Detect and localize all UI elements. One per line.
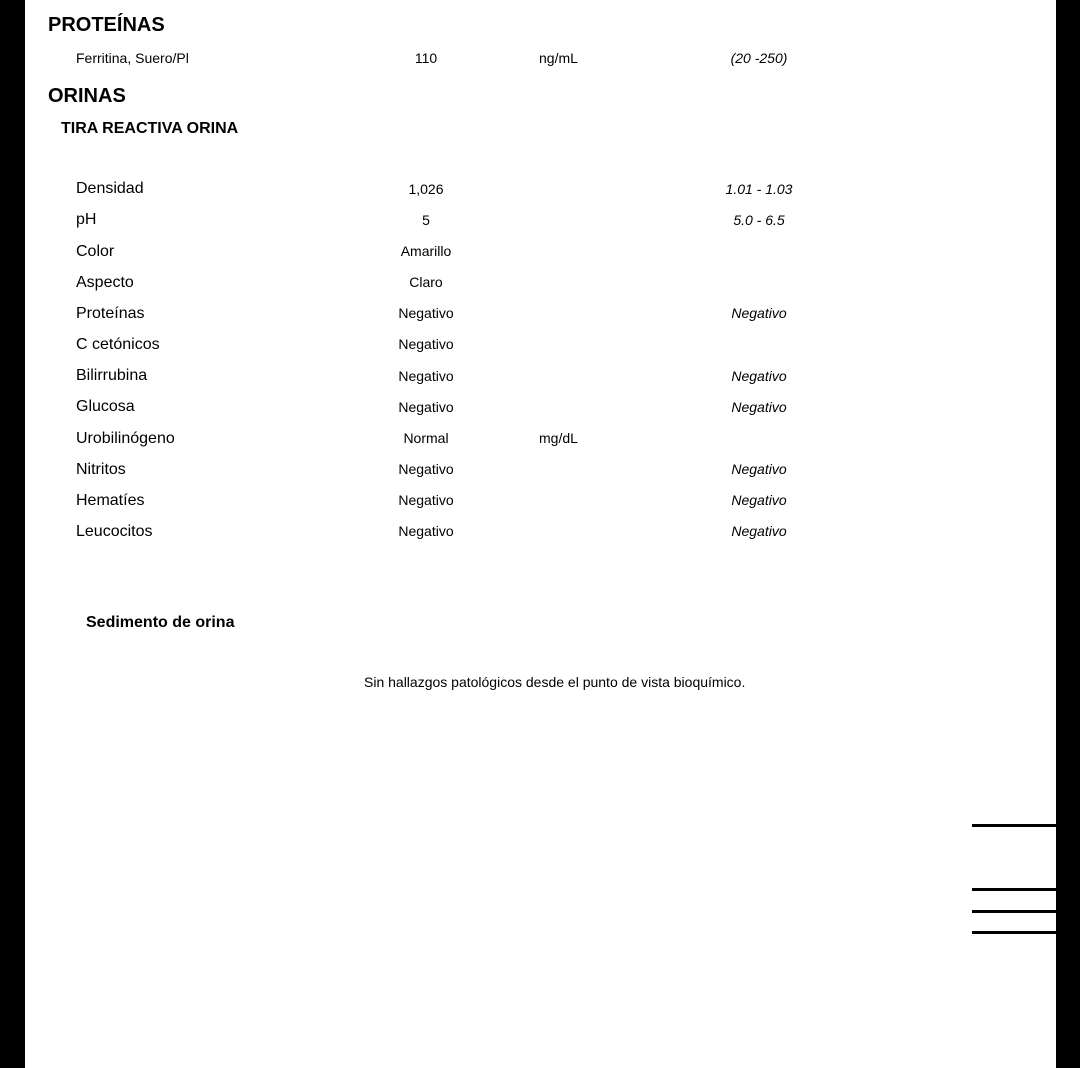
section-title-orinas: ORINAS bbox=[48, 85, 126, 107]
margin-rule bbox=[972, 931, 1056, 934]
margin-rule bbox=[972, 824, 1056, 827]
row-name: Urobilinógeno bbox=[76, 430, 175, 447]
row-value: 5 bbox=[422, 212, 430, 228]
row-value: Negativo bbox=[398, 492, 454, 508]
margin-rule bbox=[972, 888, 1056, 891]
row-ref: Negativo bbox=[731, 368, 787, 384]
subsection-title-tira: TIRA REACTIVA ORINA bbox=[61, 120, 239, 137]
row-value: Negativo bbox=[398, 399, 454, 415]
report-page bbox=[25, 0, 1056, 1068]
row-value: 1,026 bbox=[408, 181, 444, 197]
row-ref: Negativo bbox=[731, 399, 787, 415]
ferritina-unit: ng/mL bbox=[539, 50, 578, 66]
row-name: Proteínas bbox=[76, 305, 145, 322]
row-name: pH bbox=[76, 211, 97, 228]
row-unit: mg/dL bbox=[539, 430, 578, 446]
margin-rule bbox=[972, 910, 1056, 913]
row-ref: Negativo bbox=[731, 461, 787, 477]
row-value: Amarillo bbox=[400, 243, 452, 259]
row-ref: 5.0 - 6.5 bbox=[733, 212, 785, 228]
row-name: Bilirrubina bbox=[76, 367, 148, 384]
row-name: Glucosa bbox=[76, 398, 135, 415]
row-ref: Negativo bbox=[731, 492, 787, 508]
row-value: Negativo bbox=[398, 461, 454, 477]
section-title-proteinas: PROTEÍNAS bbox=[48, 14, 165, 36]
row-name: C cetónicos bbox=[76, 336, 160, 353]
ferritina-value: 110 bbox=[414, 50, 438, 66]
row-ref: 1.01 - 1.03 bbox=[725, 181, 793, 197]
sediment-comment: Sin hallazgos patológicos desde el punto de vista bioquímico. bbox=[364, 674, 746, 690]
row-value: Normal bbox=[403, 430, 449, 446]
ferritina-ref: (20 -250) bbox=[730, 50, 788, 66]
row-ref: Negativo bbox=[731, 523, 787, 539]
row-name: Hematíes bbox=[76, 492, 145, 509]
row-value: Negativo bbox=[398, 305, 454, 321]
row-ref: Negativo bbox=[731, 305, 787, 321]
sediment-title: Sedimento de orina bbox=[86, 614, 235, 631]
row-name: Color bbox=[76, 243, 115, 260]
row-value: Claro bbox=[409, 274, 443, 290]
row-name: Leucocitos bbox=[76, 523, 153, 540]
row-name: Aspecto bbox=[76, 274, 134, 291]
row-value: Negativo bbox=[398, 523, 454, 539]
ferritina-name: Ferritina, Suero/Pl bbox=[76, 50, 189, 66]
row-value: Negativo bbox=[398, 336, 454, 352]
row-value: Negativo bbox=[398, 368, 454, 384]
row-name: Densidad bbox=[76, 180, 144, 197]
row-name: Nitritos bbox=[76, 461, 126, 478]
